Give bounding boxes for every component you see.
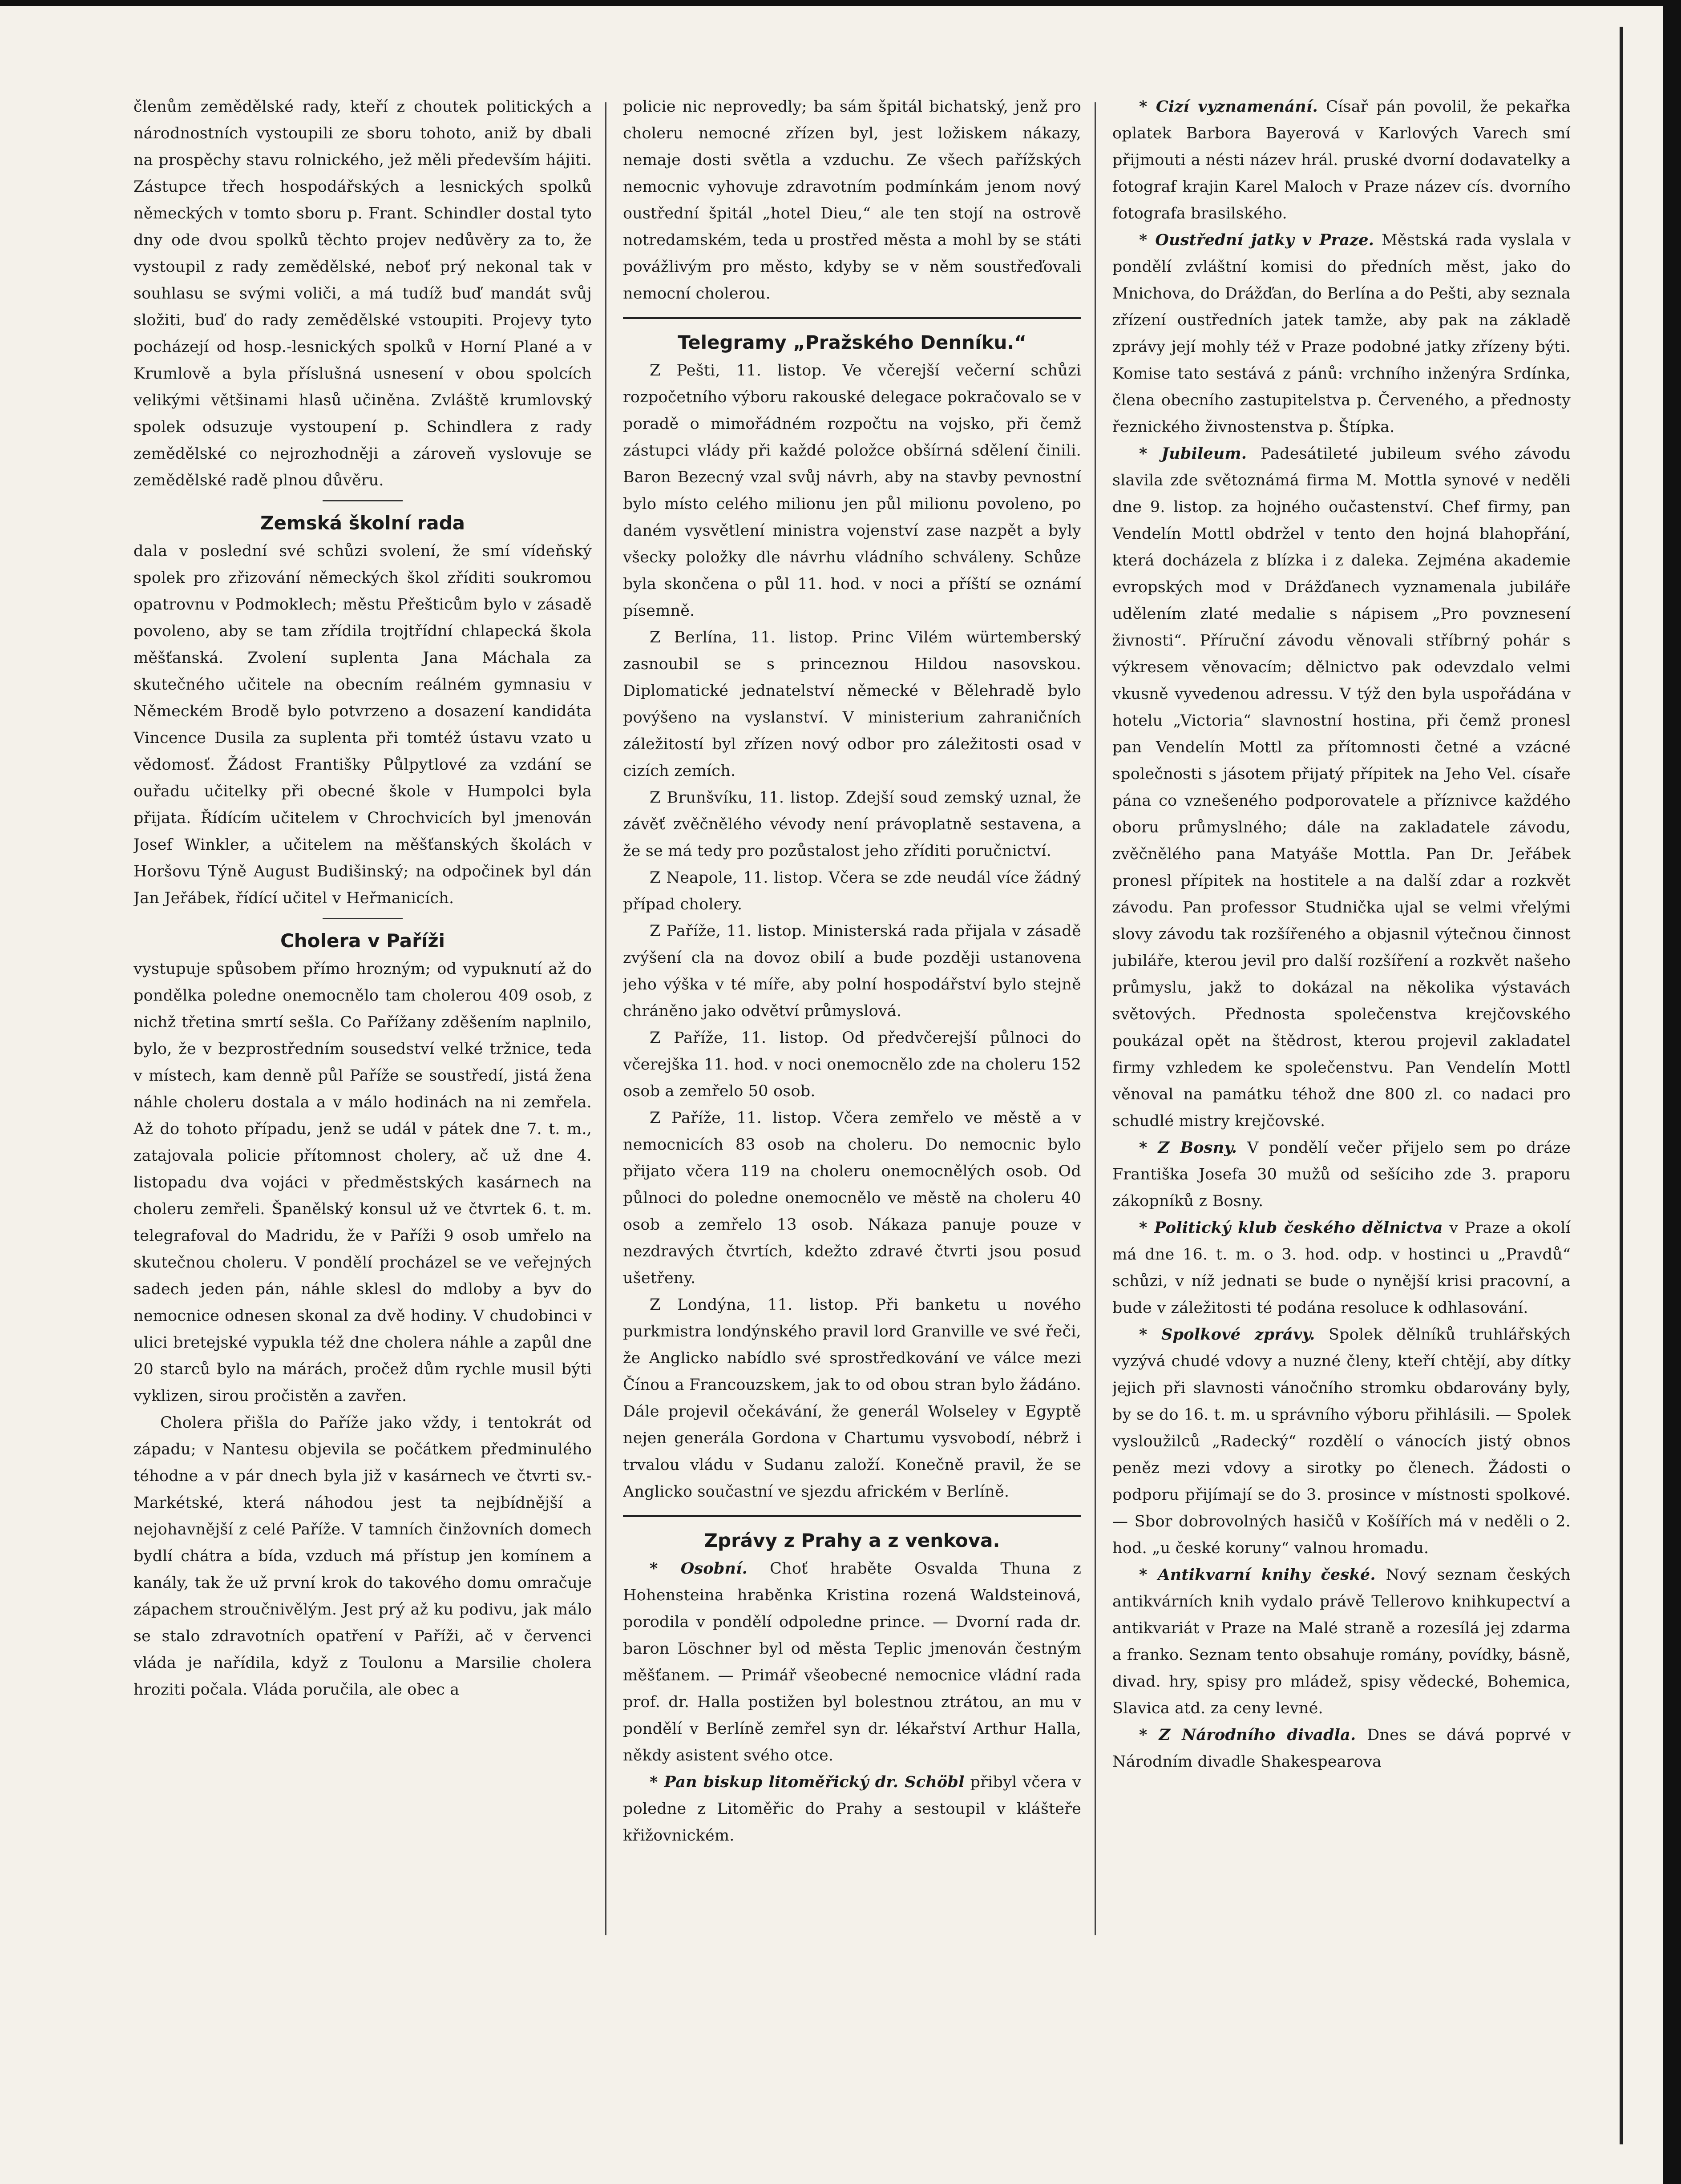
article-text: dala v poslední své schůzi svolení, že smí vídeňský spolek pro zřizování německých škol zříditi soukromou opatrovnu v Podmoklech; městu Přešticům bylo v zásadě povoleno, aby se tam zřídila trojtřídní chlapecká škola měšťanská. Zvolení suplenta Jana Máchala za skutečného učitele na obecním reálném gymnasiu v Německém Brodě bylo potvrzeno a dosazení kandidáta Vincence Dusila za suplenta při tomtéž ústavu vzato u vědomosť. Žádost Františky Půlpytlové za vzdání se ouřadu učitelky při obecné škole v Humpolci byla přijata. Řídícím učitelem v Chrochvicích byl jmenován Josef Winkler, a učitelem na měšťanských školách v Horšovu Týně August Budišinský; na odpočinek byl dán Jan Jeřábek, řídící učitel v Heřmanicích. — [133, 542, 592, 907]
news-body: Spolek dělníků truhlářských vyzývá chudé vdovy a nuzné členy, kteří chtějí, aby dítky jejich při slavnosti vánočního stromku obdarovány byly, by se do 16. t. m. u správního výboru přihlásili. — Spolek vysloužilců „Radecký“ rozdělí o vánocích jistý obnos peněz mezi vdovy a sirotky po členech. Žádosti o podporu přijímají se do 3. prosince v místnosti spolkové. — Sbor dobrovolných hasičů v Košířích má v neděli o 2. hod. „u české koruny“ valnou hromadu. — [1112, 1326, 1571, 1557]
news-body: V pondělí večer přijelo sem po dráze Františka Josefa 30 mužů od sešíciho zde 3. praporu zákopníků z Bosny. — [1112, 1139, 1571, 1210]
telegram: Z Neapole, 11. listop. Včera se zde neudál více žádný případ cholery. — [623, 869, 1081, 913]
column-3 — [1112, 93, 1571, 2122]
news-body: Císař pán povolil, že pekařka oplatek Barbora Bayerová v Karlových Varech smí přijmouti a nésti název hrál. pruské dvorní dodavatelky a fotograf krajin Karel Maloch v Praze název cís. dvorního fotografa brasilského. — [1112, 98, 1571, 222]
news-item — [1112, 1215, 1571, 1321]
news-body: v Praze a okolí má dne 16. t. m. o 3. hod. odp. v hostinci u „Pravdů“ schůzi, v níž jednati se bude o nynější krisi pracovní, a bude v záležitosti té podána resoluce k odhlasování. — [1112, 1219, 1571, 1317]
news-lead: * Z Národního divadla. — [1139, 1726, 1356, 1744]
news-lead: * Pan biskup litoměřický dr. Schöbl — [650, 1773, 965, 1791]
telegram: Z Pešti, 11. listop. Ve včerejší večerní schůzi rozpočetního výboru rakouské delegace pokračovalo se v poradě o mimořádném rozpočtu na vojsko, při čemž zástupci vlády při každé položce obšírná sdělení činili. Baron Bezecný vzal svůj návrh, aby na stavby pevnostní bylo místo celého milionu jen půl milionu povoleno, po daném vysvětlení ministra vojenství zase nazpět a byly všecky položky dle návrhu vládního schváleny. Schůze byla skončena o půl 11. hod. v noci a příští se oznámí písemně. — [623, 362, 1081, 620]
scan-edge-right — [1663, 0, 1681, 2184]
news-item — [1112, 1321, 1571, 1562]
news-item — [1112, 1562, 1571, 1722]
news-body: Městská rada vyslala v pondělí zvláštní komisi do předních měst, jako do Mnichova, do Drážďan, do Berlína a do Pešti, aby seznala zřízení oustředních jatek tamže, aby pak na základě zprávy její mohly též v Praze podobné jatky zřízeny býti. Komise tato sestává z pánů: vrchního inženýra Srdínka, člena obecního zastupitelstva p. Červeného, a přednosty řeznického živnostenstva p. Štípka. — [1112, 231, 1571, 436]
news-lead: * Z Bosny. — [1139, 1138, 1237, 1157]
article-text: vystupuje spůsobem přímo hrozným; od vypuknutí až do pondělka poledne onemocnělo tam cholerou 409 osob, z nichž třetina smrtí sešla. Co Pařížany zděšením naplnilo, bylo, že v bezprostředním sousedství velké tržnice, teda v místech, kam denně půl Paříže se soustředí, jistá žena náhle choleru dostala a v málo hodinách na ni zemřela. Až do tohoto případu, jenž se udál v pátek dne 7. t. m., zatajovala policie přítomnost cholery, ač už dne 4. listopadu dva vojáci v předměstských kasárnech na choleru zemřeli. Španělský konsul už ve čtvrtek 6. t. m. telegrafoval do Madridu, že v Paříži 9 osob umřelo na skutečnou choleru. V pondělí procházel se ve veřejných sadech jeden pán, náhle sklesl do mdloby a byv do nemocnice odnesen skonal za dvě hodiny. V chudobinci v ulici bretejské vypukla též dne cholera náhle a zapůl dne 20 starců bylo na márách, pročež dům rychle musil býti vyklizen, sirou pročistěn a zavřen. — [133, 960, 592, 1405]
heading-prague-news: Zprávy z Prahy a z venkova. — [704, 1530, 1000, 1551]
separator — [323, 918, 403, 919]
newspaper-page — [133, 93, 1611, 2122]
page-edge-line — [1620, 27, 1623, 2144]
news-item — [623, 1769, 1081, 1849]
separator — [623, 1515, 1081, 1517]
article-text: členům zemědělské rady, kteří z choutek politických a národnostních vystoupili ze sboru tohoto, aniž by dbali na prospěchy stavu rolnického, jež měli především hájiti. Zástupce třech hospodářských a lesnických spolků německých v tomto sboru p. Frant. Schindler dostal tyto dny ode dvou spolků těchto projev nedůvěry za to, že vystoupil z rady zemědělské, neboť prý nekonal tak v souhlasu se svými voliči, a má tudíž buď mandát svůj složiti, buď do rady zemědělské vstoupiti. Projevy tyto pocházejí od hosp.-lesnických spolků v Horní Plané a v Krumlově a byla příslušná usnesení v obou spolcích velikými většinami hlasů učiněna. Zvláště krumlovský spolek odsuzuje vystoupení p. Schindlera z rady zemědělské co nejrozhodněji a zároveň vyslovuje se zemědělské radě plnou důvěru. — [133, 98, 592, 489]
article-text: policie nic neprovedly; ba sám špitál bichatský, jenž pro choleru nemocné zřízen byl, jest ložiskem nákazy, nemaje dosti světla a vzduchu. Ze všech pařížských nemocnic vyhovuje zdravotním podmínkám jenom nový oustřední špitál „hotel Dieu,“ ale ten stojí na ostrově notredamském, teda u prostřed města a mohl by se státi povážlivým pro město, kdyby se v něm soustřeďovali nemocní cholerou. — [623, 98, 1081, 303]
news-item — [1112, 1134, 1571, 1215]
telegram: Z Paříže, 11. listop. Včera zemřelo ve městě a v nemocnicích 83 osob na choleru. Do nemocnic bylo přijato včera 119 na choleru onemocnělých osob. Od půlnoci do poledne onemocnělo ve městě na choleru 40 osob a zemřelo 13 osob. Nákaza panuje pouze v nezdravých čtvrtích, kdežto zdravé čtvrti jsou posud ušetřeny. — [623, 1109, 1081, 1287]
telegram: Z Paříže, 11. listop. Ministerská rada přijala v zásadě zvýšení cla na dovoz obilí a bude později ustanovena jeho výška v té míře, aby polní hospodářství bylo stejně chráněno jako odvětví průmyslová. — [623, 922, 1081, 1020]
telegram: Z Brunšvíku, 11. listop. Zdejší soud zemský uznal, že závěť zvěčnělého vévody není právoplatně sestavena, a že se má tedy pro pozůstalost jeho zříditi poručnictví. — [623, 789, 1081, 860]
news-body: přibyl včera v poledne z Litoměřic do Prahy a sestoupil v klášteře křižovnickém. — [623, 1773, 1081, 1845]
heading-telegrams: Telegramy „Pražského Denníku.“ — [678, 331, 1026, 353]
news-item — [1112, 93, 1571, 227]
telegram: Z Londýna, 11. listop. Při banketu u nového purkmistra londýnského pravil lord Granville ve své řeči, že Anglicko nabídlo své sprostředkování ve válce mezi Čínou a Francouzskem, jak to od obou stran bylo žádáno. Dále projevil očekávání, že generál Wolseley v Egyptě nejen generála Gordona v Chartumu vysvobodí, nébrž i trvalou vládu v Sudanu založí. Konečně pravil, že se Anglicko součastní ve sjezdu africkém v Berlíně. — [623, 1296, 1081, 1501]
heading-school-council: Zemská školní rada — [260, 512, 465, 534]
news-item — [1112, 227, 1571, 440]
news-lead: * Oustřední jatky v Praze. — [1139, 231, 1374, 249]
news-item — [623, 1555, 1081, 1769]
news-body: Padesátileté jubileum svého závodu slavila zde světoznámá firma M. Mottla synové v neděli dne 9. listop. za hojného oučastenství. Chef firmy, pan Vendelín Mottl obdržel v tento den hojná blahopřání, která docházela z blízka i z daleka. Zejména akademie evropských mod v Drážďanech vyznamenala jubiláře udělením zlaté medalie s nápisem „Pro povznesení živnosti“. Příruční závodu věnovali stříbrný pohár s výkresem věnovacím; dělnictvo pak odevzdalo velmi vkusně vyvedenou adressu. V týž den byla uspořádána v hotelu „Victoria“ slavnostní hostina, při čemž pronesl pan Vendelín Mottl za přítomnosti četné a vzácné společnosti s jásotem přijatý přípitek na Jeho Vel. císaře pána co vznešeného podporovatele a příznivce každého oboru průmyslného; dále na zakladatele závodu, zvěčnělého pana Matyáše Mottla. Pan Dr. Jeřábek pronesl přípitek na hostitele a na další zdar a rozkvět závodu. Pan professor Studnička ujal se velmi vřelými slovy závodu tak rozšířeného a objasnil výtečnou činnost jubiláře, kterou jevil pro další rozšíření a rozkvět našeho průmyslu, jakž to dokázal na několika výstavách světových. Přednosta společenstva krejčovského poukázal opět na štědrost, kterou projevil zakladatel firmy vzhledem ke společenstvu. Pan Vendelín Mottl věnoval na památku téhož dne 800 zl. co nadaci pro schudlé mistry krejčovské. — [1112, 445, 1571, 1130]
separator — [623, 317, 1081, 319]
column-rule — [605, 102, 606, 1935]
telegram: Z Berlína, 11. listop. Princ Vilém würtemberský zasnoubil se s princeznou Hildou nasovskou. Diplomatické jednatelství německé v Bělehradě bylo povýšeno na vyslanství. V ministerium zahraničních záležitostí byl zřízen nový odbor pro záležitosti osad v cizích zemích. — [623, 629, 1081, 780]
news-lead: * Jubileum. — [1139, 444, 1247, 463]
news-lead: * Spolkové zprávy. — [1139, 1325, 1315, 1344]
article-text: Cholera přišla do Paříže jako vždy, i tentokrát od západu; v Nantesu objevila se počátkem předminulého téhodne a v pár dnech byla již v kasárnech ve čtvrti sv.-Markétské, která náhodou jest ta nejbídnější a nejohavnější z celé Paříže. V tamních činžovních domech bydlí chátra a bída, vzduch má přístup jen komínem a kanály, tak že už první krok do takového domu omračuje zápachem stroučnivělým. Jest prý až ku podivu, jak málo se stalo zdravotních opatření v Paříži, ač v červenci vláda je nařídila, když z Toulonu a Marsilie cholera hroziti počala. Vláda poručila, ale obec a — [133, 1414, 592, 1699]
heading-cholera: Cholera v Paříži — [280, 930, 445, 952]
column-rule — [1095, 102, 1096, 1935]
column-2 — [623, 93, 1081, 2122]
news-lead: * Antikvarní knihy české. — [1139, 1566, 1376, 1584]
column-1 — [133, 93, 592, 2122]
news-lead: * Cizí vyznamenání. — [1139, 97, 1318, 116]
news-body: Dnes se dává poprvé v Národním divadle Shakespearova — [1112, 1726, 1571, 1771]
news-item — [1112, 440, 1571, 1134]
scan-edge-top — [0, 0, 1681, 6]
separator — [323, 500, 403, 501]
news-item — [1112, 1722, 1571, 1775]
telegram: Z Paříže, 11. listop. Od předvčerejší půlnoci do včerejška 11. hod. v noci onemocnělo zde na choleru 152 osob a zemřelo 50 osob. — [623, 1029, 1081, 1100]
news-body: Nový seznam českých antikvárních knih vydalo právě Tellerovo knihkupectví a antikvariát v Praze na Malé straně a rozesílá jej zdarma a franko. Seznam tento obsahuje romány, povídky, básně, divad. hry, spisy pro mládež, spisy vědecké, Bohemica, Slavica atd. za ceny levné. — [1112, 1566, 1571, 1717]
news-lead: * Politický klub českého dělnictva — [1139, 1219, 1443, 1237]
news-lead: * Osobní. — [650, 1559, 748, 1578]
news-body: Choť hraběte Osvalda Thuna z Hohensteina hraběnka Kristina rozená Waldsteinová, porodila v pondělí odpoledne prince. — Dvorní rada dr. baron Löschner byl od města Teplic jmenován čestným měšťanem. — Primář všeobecné nemocnice vládní rada prof. dr. Halla postižen byl bolestnou ztrátou, an mu v pondělí v Berlíně zemřel syn dr. lékařství Arthur Halla, někdy asistent svého otce. — [623, 1560, 1081, 1764]
